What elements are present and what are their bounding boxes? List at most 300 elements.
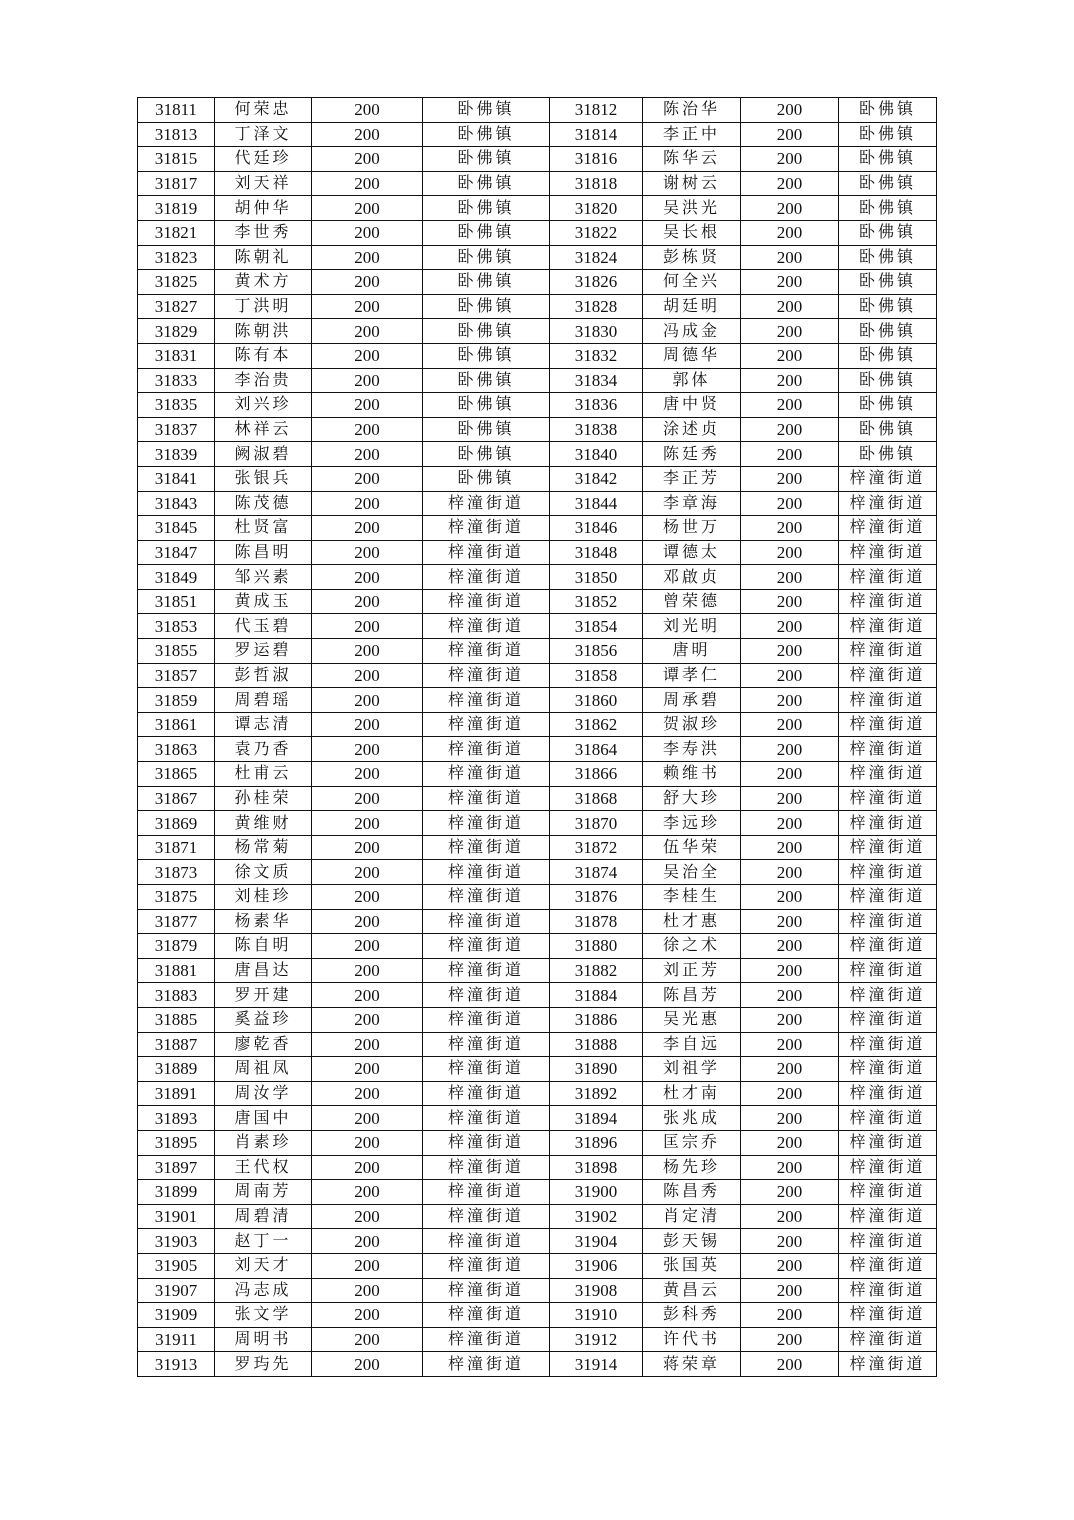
serial-number-cell: 31831	[138, 343, 215, 368]
town-cell: 梓潼街道	[839, 1327, 937, 1352]
amount-cell: 200	[312, 639, 423, 664]
person-name-cell: 王代权	[215, 1155, 312, 1180]
town-cell: 梓潼街道	[423, 1204, 550, 1229]
town-cell: 梓潼街道	[839, 565, 937, 590]
person-name-cell: 贺淑珍	[643, 712, 741, 737]
person-name-cell: 李自远	[643, 1032, 741, 1057]
person-name-cell: 涂述贞	[643, 417, 741, 442]
amount-cell: 200	[312, 663, 423, 688]
person-name-cell: 周德华	[643, 343, 741, 368]
town-cell: 梓潼街道	[839, 1229, 937, 1254]
table-row	[138, 762, 937, 787]
town-cell: 梓潼街道	[839, 958, 937, 983]
person-name-cell: 丁泽文	[215, 122, 312, 147]
amount-cell: 200	[741, 811, 839, 836]
town-cell: 梓潼街道	[839, 1352, 937, 1377]
person-name-cell: 何荣忠	[215, 98, 312, 123]
town-cell: 梓潼街道	[839, 1155, 937, 1180]
serial-number-cell: 31911	[138, 1327, 215, 1352]
table-row	[138, 270, 937, 295]
amount-cell: 200	[312, 614, 423, 639]
person-name-cell: 廖乾香	[215, 1032, 312, 1057]
serial-number-cell: 31840	[550, 442, 643, 467]
serial-number-cell: 31865	[138, 762, 215, 787]
person-name-cell: 刘祖学	[643, 1057, 741, 1082]
serial-number-cell: 31846	[550, 516, 643, 541]
town-cell: 梓潼街道	[423, 663, 550, 688]
serial-number-cell: 31860	[550, 688, 643, 713]
person-name-cell: 何全兴	[643, 270, 741, 295]
table-row	[138, 1081, 937, 1106]
serial-number-cell: 31877	[138, 909, 215, 934]
amount-cell: 200	[741, 1327, 839, 1352]
serial-number-cell: 31882	[550, 958, 643, 983]
amount-cell: 200	[741, 1155, 839, 1180]
town-cell: 卧佛镇	[423, 393, 550, 418]
serial-number-cell: 31827	[138, 294, 215, 319]
amount-cell: 200	[741, 270, 839, 295]
person-name-cell: 吴洪光	[643, 196, 741, 221]
table-row	[138, 1130, 937, 1155]
person-name-cell: 曾荣德	[643, 589, 741, 614]
person-name-cell: 邓啟贞	[643, 565, 741, 590]
amount-cell: 200	[312, 1229, 423, 1254]
person-name-cell: 奚益珍	[215, 1007, 312, 1032]
serial-number-cell: 31864	[550, 737, 643, 762]
serial-number-cell: 31889	[138, 1057, 215, 1082]
town-cell: 卧佛镇	[839, 122, 937, 147]
amount-cell: 200	[741, 688, 839, 713]
person-name-cell: 张银兵	[215, 466, 312, 491]
person-name-cell: 唐国中	[215, 1106, 312, 1131]
town-cell: 卧佛镇	[423, 417, 550, 442]
amount-cell: 200	[312, 171, 423, 196]
person-name-cell: 黄昌云	[643, 1278, 741, 1303]
person-name-cell: 徐之术	[643, 934, 741, 959]
amount-cell: 200	[312, 737, 423, 762]
amount-cell: 200	[741, 835, 839, 860]
town-cell: 梓潼街道	[423, 491, 550, 516]
table-row	[138, 1007, 937, 1032]
town-cell: 梓潼街道	[839, 885, 937, 910]
town-cell: 梓潼街道	[423, 1352, 550, 1377]
serial-number-cell: 31812	[550, 98, 643, 123]
town-cell: 卧佛镇	[839, 417, 937, 442]
person-name-cell: 杜才南	[643, 1081, 741, 1106]
person-name-cell: 林祥云	[215, 417, 312, 442]
serial-number-cell: 31835	[138, 393, 215, 418]
town-cell: 梓潼街道	[839, 835, 937, 860]
amount-cell: 200	[741, 1278, 839, 1303]
serial-number-cell: 31859	[138, 688, 215, 713]
town-cell: 梓潼街道	[423, 540, 550, 565]
serial-number-cell: 31907	[138, 1278, 215, 1303]
person-name-cell: 彭天锡	[643, 1229, 741, 1254]
amount-cell: 200	[312, 835, 423, 860]
amount-cell: 200	[312, 983, 423, 1008]
amount-cell: 200	[312, 786, 423, 811]
amount-cell: 200	[312, 1081, 423, 1106]
serial-number-cell: 31814	[550, 122, 643, 147]
serial-number-cell: 31904	[550, 1229, 643, 1254]
amount-cell: 200	[312, 1032, 423, 1057]
serial-number-cell: 31905	[138, 1253, 215, 1278]
amount-cell: 200	[741, 958, 839, 983]
town-cell: 梓潼街道	[839, 589, 937, 614]
serial-number-cell: 31906	[550, 1253, 643, 1278]
person-name-cell: 周承碧	[643, 688, 741, 713]
town-cell: 梓潼街道	[423, 835, 550, 860]
amount-cell: 200	[312, 860, 423, 885]
amount-cell: 200	[312, 122, 423, 147]
amount-cell: 200	[741, 1253, 839, 1278]
person-name-cell: 唐明	[643, 639, 741, 664]
serial-number-cell: 31891	[138, 1081, 215, 1106]
town-cell: 梓潼街道	[839, 934, 937, 959]
amount-cell: 200	[312, 466, 423, 491]
serial-number-cell: 31874	[550, 860, 643, 885]
person-name-cell: 彭科秀	[643, 1303, 741, 1328]
serial-number-cell: 31861	[138, 712, 215, 737]
amount-cell: 200	[312, 98, 423, 123]
table-row	[138, 319, 937, 344]
amount-cell: 200	[741, 368, 839, 393]
table-row	[138, 1278, 937, 1303]
serial-number-cell: 31897	[138, 1155, 215, 1180]
town-cell: 梓潼街道	[839, 983, 937, 1008]
town-cell: 梓潼街道	[839, 1081, 937, 1106]
amount-cell: 200	[312, 1253, 423, 1278]
amount-cell: 200	[741, 491, 839, 516]
town-cell: 梓潼街道	[839, 1130, 937, 1155]
town-cell: 梓潼街道	[423, 1303, 550, 1328]
amount-cell: 200	[312, 540, 423, 565]
town-cell: 卧佛镇	[423, 466, 550, 491]
serial-number-cell: 31824	[550, 245, 643, 270]
person-name-cell: 周祖凤	[215, 1057, 312, 1082]
table-row	[138, 294, 937, 319]
town-cell: 卧佛镇	[839, 98, 937, 123]
serial-number-cell: 31886	[550, 1007, 643, 1032]
person-name-cell: 周汝学	[215, 1081, 312, 1106]
person-name-cell: 徐文质	[215, 860, 312, 885]
town-cell: 梓潼街道	[839, 909, 937, 934]
town-cell: 梓潼街道	[423, 1007, 550, 1032]
town-cell: 梓潼街道	[839, 540, 937, 565]
serial-number-cell: 31842	[550, 466, 643, 491]
serial-number-cell: 31892	[550, 1081, 643, 1106]
subsidy-list-table	[137, 97, 937, 1377]
table-row	[138, 786, 937, 811]
amount-cell: 200	[741, 1007, 839, 1032]
table-row	[138, 1180, 937, 1205]
town-cell: 梓潼街道	[423, 1327, 550, 1352]
amount-cell: 200	[741, 1204, 839, 1229]
town-cell: 梓潼街道	[423, 983, 550, 1008]
amount-cell: 200	[312, 1057, 423, 1082]
serial-number-cell: 31858	[550, 663, 643, 688]
town-cell: 梓潼街道	[423, 688, 550, 713]
serial-number-cell: 31833	[138, 368, 215, 393]
serial-number-cell: 31867	[138, 786, 215, 811]
town-cell: 卧佛镇	[839, 442, 937, 467]
table-row	[138, 1204, 937, 1229]
town-cell: 卧佛镇	[423, 245, 550, 270]
town-cell: 梓潼街道	[423, 1180, 550, 1205]
person-name-cell: 赖维书	[643, 762, 741, 787]
serial-number-cell: 31910	[550, 1303, 643, 1328]
person-name-cell: 黄术方	[215, 270, 312, 295]
amount-cell: 200	[741, 466, 839, 491]
town-cell: 卧佛镇	[839, 196, 937, 221]
person-name-cell: 阙淑碧	[215, 442, 312, 467]
amount-cell: 200	[741, 983, 839, 1008]
serial-number-cell: 31857	[138, 663, 215, 688]
serial-number-cell: 31832	[550, 343, 643, 368]
person-name-cell: 匡宗乔	[643, 1130, 741, 1155]
person-name-cell: 周明书	[215, 1327, 312, 1352]
amount-cell: 200	[312, 934, 423, 959]
person-name-cell: 陈治华	[643, 98, 741, 123]
person-name-cell: 伍华荣	[643, 835, 741, 860]
person-name-cell: 张国英	[643, 1253, 741, 1278]
table-body	[138, 98, 937, 1377]
serial-number-cell: 31912	[550, 1327, 643, 1352]
serial-number-cell: 31811	[138, 98, 215, 123]
serial-number-cell: 31813	[138, 122, 215, 147]
amount-cell: 200	[741, 860, 839, 885]
table-row	[138, 860, 937, 885]
serial-number-cell: 31873	[138, 860, 215, 885]
town-cell: 卧佛镇	[839, 220, 937, 245]
serial-number-cell: 31871	[138, 835, 215, 860]
serial-number-cell: 31900	[550, 1180, 643, 1205]
amount-cell: 200	[312, 196, 423, 221]
town-cell: 卧佛镇	[839, 245, 937, 270]
table-row	[138, 1057, 937, 1082]
town-cell: 梓潼街道	[839, 712, 937, 737]
serial-number-cell: 31823	[138, 245, 215, 270]
person-name-cell: 邹兴素	[215, 565, 312, 590]
town-cell: 梓潼街道	[423, 909, 550, 934]
serial-number-cell: 31887	[138, 1032, 215, 1057]
person-name-cell: 陈昌芳	[643, 983, 741, 1008]
table-row	[138, 147, 937, 172]
amount-cell: 200	[741, 516, 839, 541]
amount-cell: 200	[741, 442, 839, 467]
town-cell: 梓潼街道	[839, 786, 937, 811]
amount-cell: 200	[741, 934, 839, 959]
amount-cell: 200	[741, 147, 839, 172]
serial-number-cell: 31863	[138, 737, 215, 762]
serial-number-cell: 31895	[138, 1130, 215, 1155]
amount-cell: 200	[312, 368, 423, 393]
person-name-cell: 谢树云	[643, 171, 741, 196]
amount-cell: 200	[741, 540, 839, 565]
town-cell: 卧佛镇	[423, 220, 550, 245]
person-name-cell: 张文学	[215, 1303, 312, 1328]
town-cell: 卧佛镇	[839, 147, 937, 172]
amount-cell: 200	[312, 688, 423, 713]
amount-cell: 200	[312, 1204, 423, 1229]
amount-cell: 200	[312, 270, 423, 295]
town-cell: 梓潼街道	[423, 934, 550, 959]
person-name-cell: 谭志清	[215, 712, 312, 737]
table-row	[138, 1032, 937, 1057]
serial-number-cell: 31826	[550, 270, 643, 295]
serial-number-cell: 31834	[550, 368, 643, 393]
table-row	[138, 983, 937, 1008]
amount-cell: 200	[741, 1106, 839, 1131]
person-name-cell: 李寿洪	[643, 737, 741, 762]
serial-number-cell: 31847	[138, 540, 215, 565]
person-name-cell: 刘兴珍	[215, 393, 312, 418]
person-name-cell: 李世秀	[215, 220, 312, 245]
table-row	[138, 589, 937, 614]
table-row	[138, 491, 937, 516]
person-name-cell: 彭哲淑	[215, 663, 312, 688]
town-cell: 卧佛镇	[839, 294, 937, 319]
amount-cell: 200	[741, 762, 839, 787]
table-row	[138, 835, 937, 860]
amount-cell: 200	[741, 885, 839, 910]
serial-number-cell: 31884	[550, 983, 643, 1008]
table-row	[138, 98, 937, 123]
amount-cell: 200	[741, 639, 839, 664]
serial-number-cell: 31841	[138, 466, 215, 491]
town-cell: 梓潼街道	[839, 1007, 937, 1032]
town-cell: 梓潼街道	[423, 1278, 550, 1303]
town-cell: 梓潼街道	[423, 1130, 550, 1155]
amount-cell: 200	[312, 885, 423, 910]
person-name-cell: 吴长根	[643, 220, 741, 245]
table-row	[138, 1303, 937, 1328]
person-name-cell: 陈茂德	[215, 491, 312, 516]
town-cell: 梓潼街道	[423, 811, 550, 836]
amount-cell: 200	[741, 319, 839, 344]
person-name-cell: 陈华云	[643, 147, 741, 172]
person-name-cell: 吴治全	[643, 860, 741, 885]
amount-cell: 200	[741, 1229, 839, 1254]
person-name-cell: 李远珍	[643, 811, 741, 836]
serial-number-cell: 31878	[550, 909, 643, 934]
serial-number-cell: 31870	[550, 811, 643, 836]
person-name-cell: 杨先珍	[643, 1155, 741, 1180]
town-cell: 梓潼街道	[423, 1032, 550, 1057]
amount-cell: 200	[741, 245, 839, 270]
person-name-cell: 彭栋贤	[643, 245, 741, 270]
serial-number-cell: 31829	[138, 319, 215, 344]
person-name-cell: 舒大珍	[643, 786, 741, 811]
amount-cell: 200	[312, 1278, 423, 1303]
person-name-cell: 袁乃香	[215, 737, 312, 762]
town-cell: 梓潼街道	[839, 688, 937, 713]
town-cell: 梓潼街道	[423, 639, 550, 664]
table-row	[138, 1253, 937, 1278]
town-cell: 梓潼街道	[423, 786, 550, 811]
serial-number-cell: 31885	[138, 1007, 215, 1032]
table-row	[138, 417, 937, 442]
town-cell: 梓潼街道	[839, 762, 937, 787]
serial-number-cell: 31876	[550, 885, 643, 910]
serial-number-cell: 31908	[550, 1278, 643, 1303]
serial-number-cell: 31838	[550, 417, 643, 442]
amount-cell: 200	[312, 294, 423, 319]
serial-number-cell: 31902	[550, 1204, 643, 1229]
serial-number-cell: 31818	[550, 171, 643, 196]
person-name-cell: 许代书	[643, 1327, 741, 1352]
amount-cell: 200	[312, 1352, 423, 1377]
serial-number-cell: 31913	[138, 1352, 215, 1377]
serial-number-cell: 31819	[138, 196, 215, 221]
amount-cell: 200	[312, 1327, 423, 1352]
town-cell: 卧佛镇	[423, 147, 550, 172]
serial-number-cell: 31901	[138, 1204, 215, 1229]
town-cell: 卧佛镇	[423, 122, 550, 147]
serial-number-cell: 31815	[138, 147, 215, 172]
town-cell: 梓潼街道	[423, 1155, 550, 1180]
person-name-cell: 周碧清	[215, 1204, 312, 1229]
town-cell: 梓潼街道	[839, 811, 937, 836]
town-cell: 梓潼街道	[839, 1057, 937, 1082]
serial-number-cell: 31820	[550, 196, 643, 221]
person-name-cell: 赵丁一	[215, 1229, 312, 1254]
serial-number-cell: 31822	[550, 220, 643, 245]
table-row	[138, 712, 937, 737]
serial-number-cell: 31890	[550, 1057, 643, 1082]
person-name-cell: 刘光明	[643, 614, 741, 639]
table-row	[138, 171, 937, 196]
amount-cell: 200	[312, 1180, 423, 1205]
table-row	[138, 245, 937, 270]
town-cell: 梓潼街道	[839, 1303, 937, 1328]
person-name-cell: 杜贤富	[215, 516, 312, 541]
person-name-cell: 代廷珍	[215, 147, 312, 172]
amount-cell: 200	[741, 1081, 839, 1106]
serial-number-cell: 31899	[138, 1180, 215, 1205]
person-name-cell: 周碧瑶	[215, 688, 312, 713]
table-row	[138, 1327, 937, 1352]
table-row	[138, 368, 937, 393]
amount-cell: 200	[312, 958, 423, 983]
amount-cell: 200	[741, 737, 839, 762]
town-cell: 梓潼街道	[423, 958, 550, 983]
amount-cell: 200	[741, 786, 839, 811]
serial-number-cell: 31866	[550, 762, 643, 787]
serial-number-cell: 31893	[138, 1106, 215, 1131]
town-cell: 卧佛镇	[839, 343, 937, 368]
person-name-cell: 罗开建	[215, 983, 312, 1008]
table-row	[138, 122, 937, 147]
person-name-cell: 肖素珍	[215, 1130, 312, 1155]
serial-number-cell: 31851	[138, 589, 215, 614]
person-name-cell: 杨世万	[643, 516, 741, 541]
serial-number-cell: 31881	[138, 958, 215, 983]
table-row	[138, 639, 937, 664]
person-name-cell: 冯志成	[215, 1278, 312, 1303]
town-cell: 梓潼街道	[839, 1278, 937, 1303]
table-row	[138, 1155, 937, 1180]
serial-number-cell: 31825	[138, 270, 215, 295]
serial-number-cell: 31836	[550, 393, 643, 418]
table-row	[138, 466, 937, 491]
town-cell: 卧佛镇	[423, 368, 550, 393]
person-name-cell: 陈自明	[215, 934, 312, 959]
amount-cell: 200	[741, 1057, 839, 1082]
person-name-cell: 罗玙先	[215, 1352, 312, 1377]
serial-number-cell: 31837	[138, 417, 215, 442]
serial-number-cell: 31879	[138, 934, 215, 959]
